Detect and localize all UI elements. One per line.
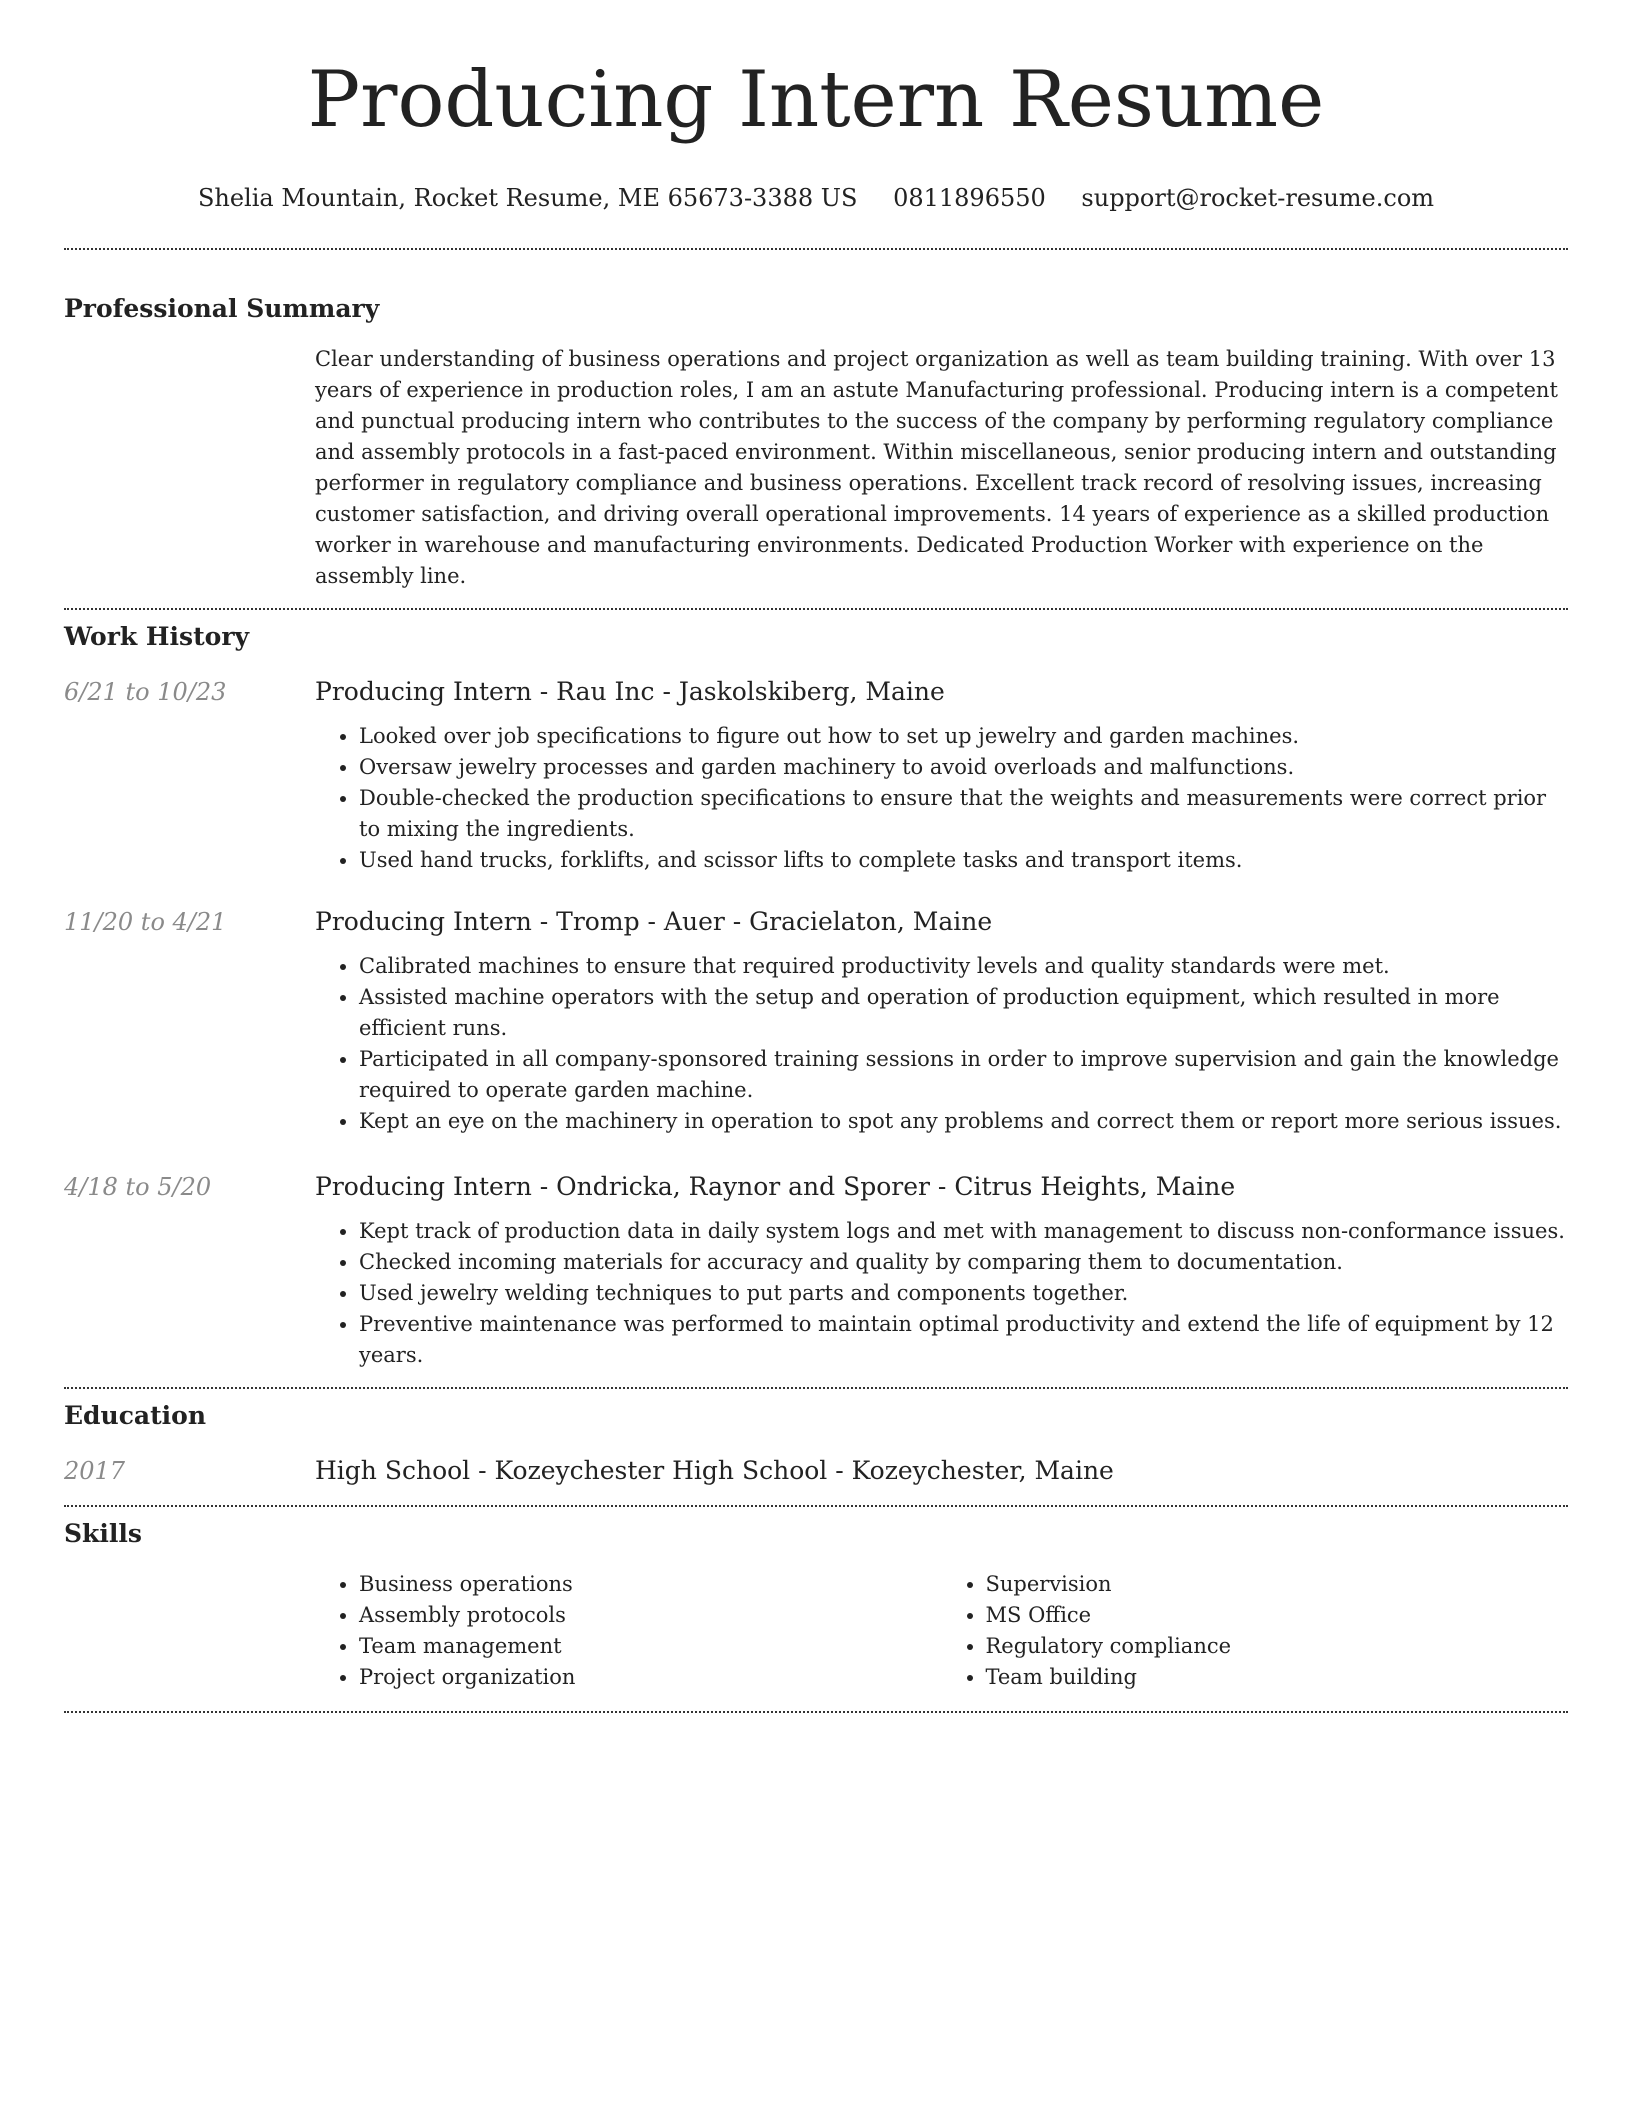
contact-line <box>64 182 1568 214</box>
skill-item: • Business operations <box>359 1569 942 1600</box>
contact-email: support@rocket-resume.com <box>1081 184 1435 212</box>
job-title: Producing Intern - Tromp - Auer - Gracielaton, Maine <box>315 907 993 936</box>
job-details <box>315 676 1568 876</box>
skill-item: • Team management <box>359 1631 942 1662</box>
summary-heading: Professional Summary <box>64 294 380 323</box>
job-entry <box>64 1171 1568 1371</box>
skills-list-left <box>315 1569 942 1693</box>
divider <box>64 608 1568 610</box>
list-item: • Calibrated machines to ensure that required productivity levels and quality standards were met. <box>359 951 1568 982</box>
list-item: • Double-checked the production specifications to ensure that the weights and measurements were correct prior to mixing the ingredients. <box>359 783 1568 845</box>
divider <box>64 1505 1568 1507</box>
list-item: • Assisted machine operators with the setup and operation of production equipment, which resulted in more efficient runs. <box>359 982 1568 1044</box>
summary-spacer <box>64 344 315 592</box>
list-item: • Preventive maintenance was performed to maintain optimal productivity and extend the life of equipment by 12 years. <box>359 1309 1568 1371</box>
skill-item: • MS Office <box>986 1600 1569 1631</box>
job-dates: 6/21 to 10/23 <box>64 678 227 706</box>
summary-section <box>64 344 1568 592</box>
skill-item: • Project organization <box>359 1662 942 1693</box>
job-dates: 4/18 to 5/20 <box>64 1173 212 1201</box>
list-item: • Checked incoming materials for accuracy and quality by comparing them to documentation. <box>359 1247 1568 1278</box>
contact-address: Shelia Mountain, Rocket Resume, ME 65673-3388 US <box>197 184 858 212</box>
education-details <box>315 1455 1568 1487</box>
divider <box>64 1711 1568 1713</box>
list-item: • Oversaw jewelry processes and garden machinery to avoid overloads and malfunctions. <box>359 752 1568 783</box>
resume-title: Producing Intern Resume <box>307 55 1325 145</box>
skills-section <box>64 1569 1568 1693</box>
list-item: • Participated in all company-sponsored training sessions in order to improve supervision and gain the knowledge required to operate garden machine. <box>359 1044 1568 1106</box>
list-item: • Kept an eye on the machinery in operation to spot any problems and correct them or report more serious issues. <box>359 1106 1568 1137</box>
education-entry <box>64 1455 1568 1487</box>
list-item: • Used hand trucks, forklifts, and scissor lifts to complete tasks and transport items. <box>359 845 1568 876</box>
work-heading: Work History <box>64 622 250 651</box>
job-entry <box>64 676 1568 876</box>
job-bullets <box>315 721 1568 876</box>
job-entry <box>64 906 1568 1137</box>
skill-item: • Team building <box>986 1662 1569 1693</box>
list-item: • Used jewelry welding techniques to put parts and components together. <box>359 1278 1568 1309</box>
education-heading: Education <box>64 1401 207 1430</box>
education-year: 2017 <box>64 1457 126 1485</box>
skill-item: • Regulatory compliance <box>986 1631 1569 1662</box>
job-bullets <box>315 951 1568 1137</box>
education-title: High School - Kozeychester High School - Kozeychester, Maine <box>315 1456 1114 1485</box>
job-title: Producing Intern - Ondricka, Raynor and Sporer - Citrus Heights, Maine <box>315 1172 1236 1201</box>
skill-item: • Assembly protocols <box>359 1600 942 1631</box>
divider <box>64 248 1568 250</box>
list-item: • Looked over job specifications to figure out how to set up jewelry and garden machines. <box>359 721 1568 752</box>
summary-text: Clear understanding of business operations and project organization as well as team building training. With over 13 years of experience in production roles, I am an astute Manufacturing professional. Producing intern is a competent and punctual producing intern who contributes to the success of the company by performing regulatory compliance and assembly protocols in a fast-paced environment. Within miscellaneous, senior producing intern and outstanding performer in regulatory compliance and business operations. Excellent track record of resolving issues, increasing customer satisfaction, and driving overall operational improvements. 14 years of experience as a skilled production worker in warehouse and manufacturing environments. Dedicated Production Worker with experience on the assembly line. <box>315 347 1558 588</box>
contact-phone: 0811896550 <box>893 184 1046 212</box>
skills-heading: Skills <box>64 1519 142 1548</box>
divider <box>64 1387 1568 1389</box>
job-details <box>315 906 1568 1137</box>
list-item: • Kept track of production data in daily system logs and met with management to discuss non-conformance issues. <box>359 1216 1568 1247</box>
job-dates: 11/20 to 4/21 <box>64 908 227 936</box>
skills-list-right <box>942 1569 1569 1693</box>
skills-spacer <box>64 1569 315 1693</box>
skill-item: • Supervision <box>986 1569 1569 1600</box>
job-title: Producing Intern - Rau Inc - Jaskolskiberg, Maine <box>315 677 945 706</box>
job-bullets <box>315 1216 1568 1371</box>
job-details <box>315 1171 1568 1371</box>
skills-grid <box>315 1569 1568 1693</box>
